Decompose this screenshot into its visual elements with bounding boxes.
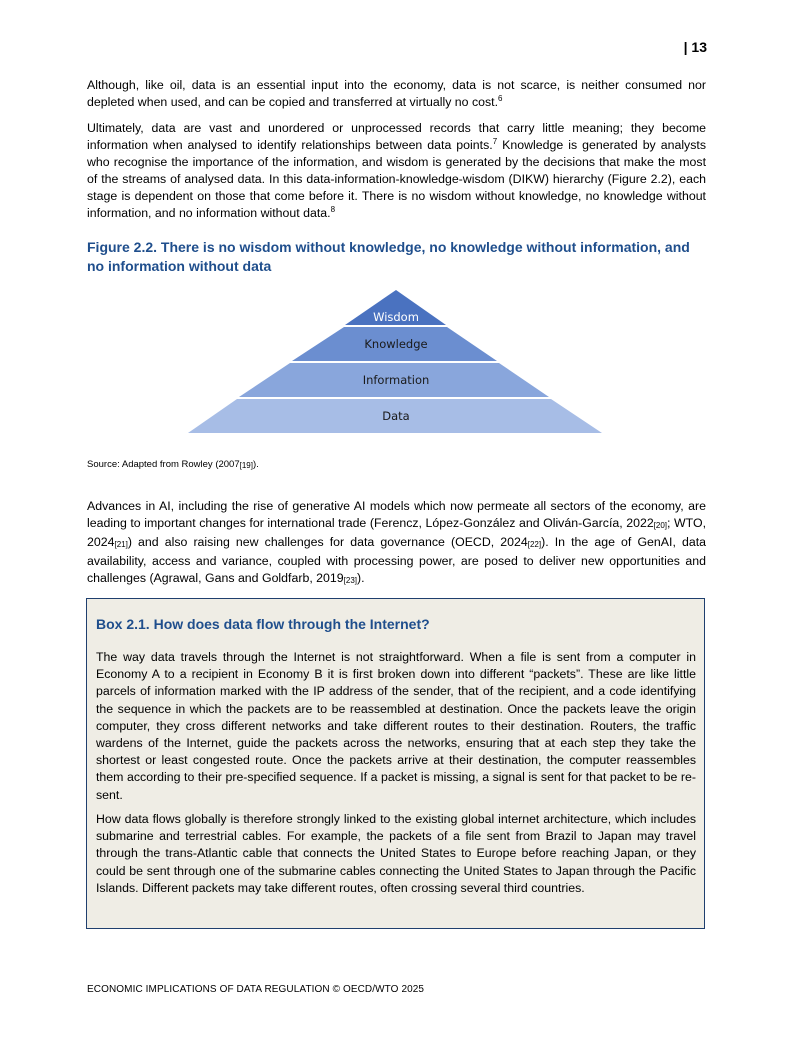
paragraph-text: ). [356,571,365,585]
paragraph-ai-trade [87,498,706,589]
paragraph-text: Advances in AI, including the rise of generative AI models which now permeate all sectors of the economy, are leading to important changes for international trade (Ferencz, López-González and Oliván-García, 2022 [87,499,706,530]
box-paragraph: The way data travels through the Internet is not straightforward. When a file is sent from a computer in Economy A to a recipient in Economy B it is first broken down into different “packets”. These are like little parcels of information marked with the IP address of the sender, that of the recipient, and a code identifying the sequence in which the packets are to be reassembled at destination. Once the packets leave the origin computer, they cross different networks and take different routes to their destination. Routers, the traffic wardens of the Internet, guide the packets across the networks, ensuring that at each step they take the shortest or least congested route. Once the packets arrive at their destination, the computer reassembles them according to their pre-specified sequence. If a packet is missing, a signal is sent for that packet to be re-sent. [96,650,696,802]
box-title: Box 2.1. How does data flow through the Internet? [96,616,430,632]
reference-marker: [19] [239,461,253,470]
reference-marker: [22] [527,540,542,549]
box-paragraph: How data flows globally is therefore strongly linked to the existing global internet architecture, which includes submarine and terrestrial cables. For example, the packets of a file sent from Brazil to Japan may travel through the trans-Atlantic cable that connects the United States to Europe before reaching Japan, or they could be sent through one of the submarine cables connecting the United States to Japan through the Pacific Islands. Different packets may take different routes, often crossing several third countries. [96,812,696,895]
paragraph-text: ; WTO, 2024 [87,516,707,549]
figure-source [87,458,259,472]
dikw-pyramid [0,0,793,440]
footnote-marker: 8 [330,205,336,214]
page-number: | 13 [683,39,707,55]
footnote-marker: 6 [498,94,503,103]
reference-marker: [23] [343,576,357,585]
paragraph-text: Knowledge is generated by analysts who recognise the importance of the information, and wisdom is generated by the decisions that make the most of the streams of analysed data. In this data-information-knowledge-wisdom (DIKW) hierarchy (Figure 2.2), each stage is dependent on those that come before it. There is no wisdom without knowledge, no knowledge without information, and no information without data. [87,138,707,220]
pyramid-label-knowledge: Knowledge [364,337,428,351]
figure-title: Figure 2.2. There is no wisdom without knowledge, no knowledge without information, and no information without data [87,239,690,274]
paragraph-text: ) and also raising new challenges for data governance (OECD, 2024 [127,535,528,549]
paragraph-text: Ultimately, data are vast and unordered or unprocessed records that carry little meaning; they become information when analysed to identify relationships between data points. [87,121,706,152]
pyramid-label-information: Information [362,373,430,387]
pyramid-label-data: Data [382,409,410,423]
footnote-marker: 7 [492,137,498,146]
reference-marker: [20] [653,521,668,530]
source-text-end: ). [252,459,259,470]
reference-marker: [21] [114,540,128,549]
page-footer: ECONOMIC IMPLICATIONS OF DATA REGULATION © OECD/WTO 2025 [87,984,425,995]
source-text: Source: Adapted from Rowley (2007 [87,459,240,470]
pyramid-label-wisdom: Wisdom [373,310,419,324]
paragraph-text: Although, like oil, data is an essential input into the economy, data is not scarce, is neither consumed nor depleted when used, and can be copied and transferred at virtually no cost. [87,78,706,109]
box-data-flow [86,598,705,929]
paragraph-text: ). In the age of GenAI, data availability, access and variance, coupled with processing power, are posed to deliver new opportunities and challenges (Agrawal, Gans and Goldfarb, 2019 [87,535,706,585]
